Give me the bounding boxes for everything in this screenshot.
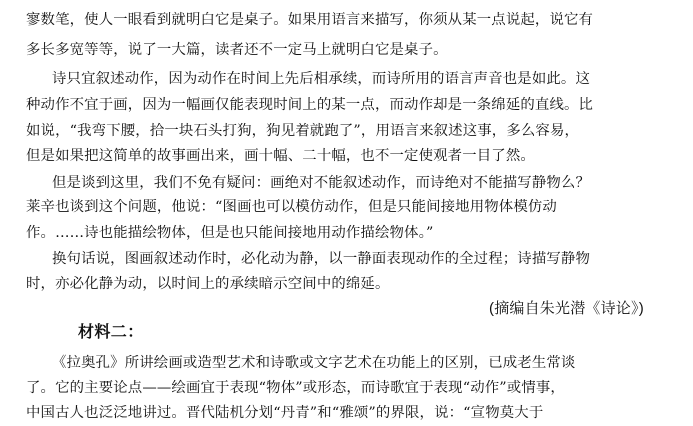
text-line-13: 了。它的主要论点——绘画宜于表现“物体”或形态，而诗歌宜于表现“动作”或情事， <box>26 380 565 396</box>
text-line-4: 种动作不宜于画，因为一幅画仅能表现时间上的某一点，而动作却是一条绵延的直线。比 <box>26 97 594 113</box>
text-line-2: 多长多宽等等，说了一大篇，读者还不一定马上就明白它是桌子。 <box>26 42 448 58</box>
text-line-12: 《拉奥孔》所讲绘画或造型艺术和诗歌或文字艺术在功能上的区别，已成老生常谈 <box>52 355 576 371</box>
text-line-9: 作。……诗也能描绘物体，但是也只能间接地用动作描绘物体。” <box>26 225 434 241</box>
text-line-5: 如说，“我弯下腰，拾一块石头打狗，狗见着就跑了”，用语言来叙述这事，多么容易， <box>26 123 580 139</box>
text-line-14: 中国古人也泛泛地讲过。晋代陆机分划“丹青”和“雅颂”的界限，说：“宣物莫大于 <box>26 405 544 421</box>
text-line-11: 时，亦必化静为动，以时间上的承续暗示空间中的绵延。 <box>26 276 390 292</box>
text-line-10: 换句话说，图画叙述动作时，必化动为静，以一静面表现动作的全过程；诗描写静物 <box>52 251 591 267</box>
text-line-7: 但是谈到这里，我们不免有疑问：画绝对不能叙述动作，而诗绝对不能描写静物么？ <box>52 175 591 191</box>
text-line-8: 莱辛也谈到这个问题，他说：“图画也可以模仿动作，但是只能间接地用物体模仿动 <box>26 199 557 215</box>
section-heading: 材料二： <box>78 322 144 341</box>
text-line-1: 寥数笔，使人一眼看到就明白它是桌子。如果用语言来描写，你须从某一点说起，说它有 <box>26 12 594 28</box>
text-line-3: 诗只宜叙述动作，因为动作在时间上先后相承续，而诗所用的语言声音也是如此。这 <box>52 71 591 87</box>
source-citation: (摘编自朱光潜《诗论》) <box>489 300 644 317</box>
text-line-6: 但是如果把这简单的故事画出来，画十幅、二十幅，也不一定使观者一目了然。 <box>26 148 535 164</box>
